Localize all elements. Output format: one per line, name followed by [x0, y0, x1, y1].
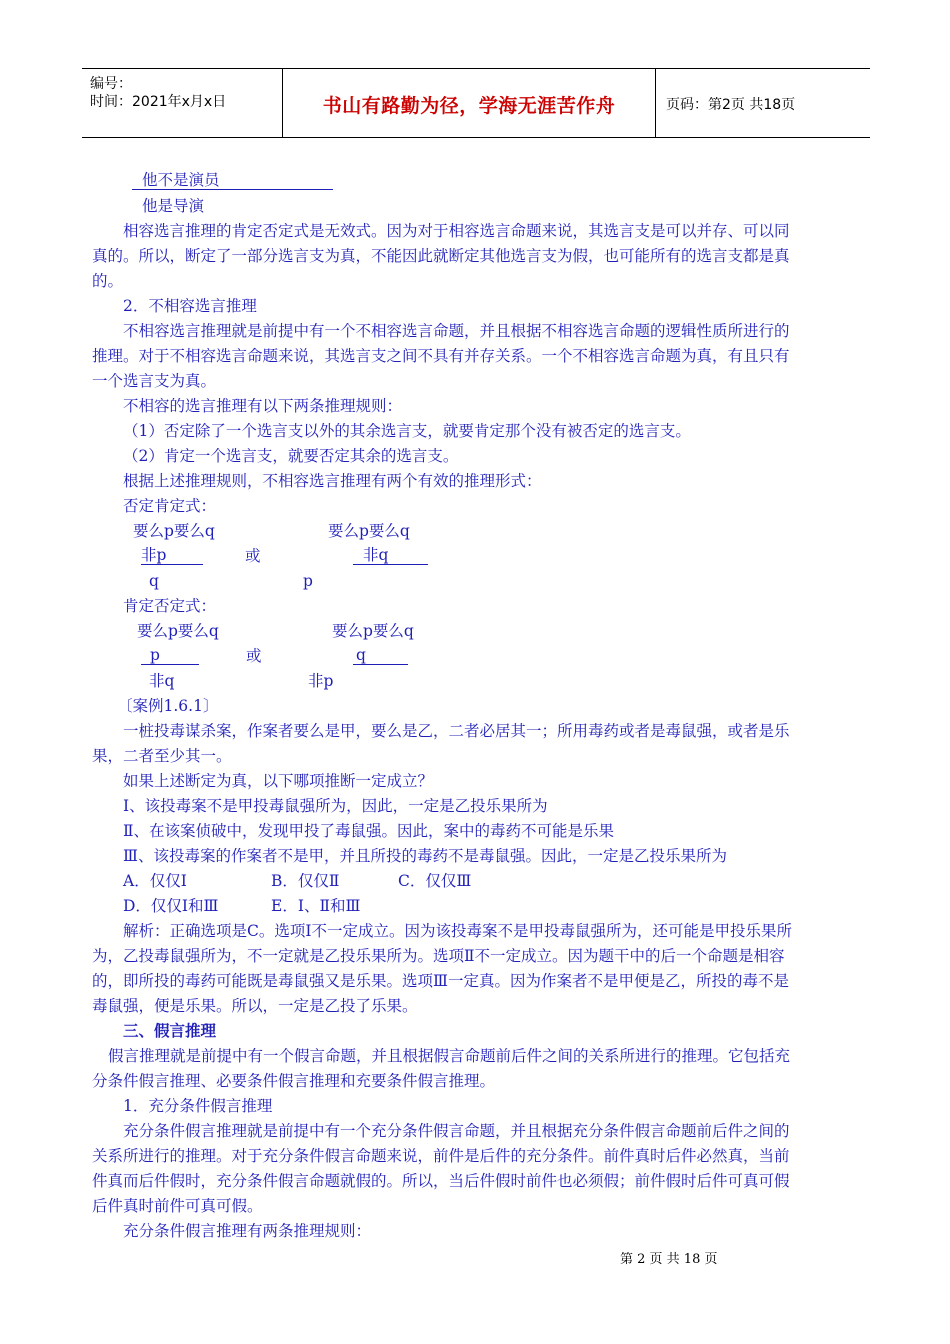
header-motto-cell [283, 69, 656, 137]
formula-minor-premise-text: q [356, 646, 366, 664]
formula-minor-premise: 非p [141, 546, 203, 565]
section-heading-bold: 三、假言推理 [123, 1021, 217, 1040]
case-label: 〔案例1.6.1〕 [117, 697, 219, 715]
conclusion-line: 他是导演 [142, 197, 205, 215]
premise-text: 他不是演员 [142, 171, 220, 189]
header-page-cell [656, 69, 870, 137]
question-line: 如果上述断定为真，以下哪项推断一定成立？ [123, 772, 434, 790]
paragraph-line: 关系所进行的推理。对于充分条件假言命题来说，前件是后件的充分条件。前件真时后件必然真，当前 [92, 1147, 790, 1165]
formula-conclusion: p [303, 572, 313, 590]
formula-minor-premise [353, 646, 408, 665]
option-e: E．Ⅰ、Ⅱ和Ⅲ [271, 897, 361, 915]
formula-minor-premise [141, 646, 199, 665]
time-label: 时间：2021年x月x日 [90, 94, 227, 110]
paragraph-line: 一个选言支为真。 [92, 372, 217, 390]
paragraph-line: 果，二者至少其一。 [92, 747, 232, 765]
paragraph-line: 相容选言推理的肯定否定式是无效式。因为对于相容选言命题来说，其选言支是可以并存、可以同 [123, 222, 790, 240]
option-b: B．仅仅Ⅱ [271, 872, 340, 890]
analysis-line: 解析：正确选项是C。选项Ⅰ不一定成立。因为该投毒案不是甲投毒鼠强所为，还可能是甲投乐果所 [123, 922, 792, 940]
premise-line [132, 171, 333, 190]
statement-line: Ⅱ、在该案侦破中，发现甲投了毒鼠强。因此，案中的毒药不可能是乐果 [123, 822, 615, 840]
paragraph-line: 的。 [92, 272, 124, 290]
option-d: D．仅仅Ⅰ和Ⅲ [123, 897, 219, 915]
paragraph-line: 充分条件假言推理有两条推理规则： [123, 1222, 372, 1240]
paragraph-line: 分条件假言推理、必要条件假言推理和充要条件假言推理。 [92, 1072, 496, 1090]
form-heading: 否定肯定式： [123, 497, 217, 515]
formula-premise: 要么p要么q [137, 622, 219, 640]
paragraph-line: 一桩投毒谋杀案，作案者要么是甲，要么是乙，二者必居其一；所用毒药或者是毒鼠强，或者是乐 [123, 722, 790, 740]
formula-premise: 要么p要么q [332, 622, 414, 640]
formula-conclusion: 非p [308, 672, 334, 690]
statement-line: Ⅰ、该投毒案不是甲投毒鼠强所为，因此，一定是乙投乐果所为 [123, 797, 548, 815]
paragraph-line: 不相容选言推理就是前提中有一个不相容选言命题，并且根据不相容选言命题的逻辑性质所进行的 [123, 322, 790, 340]
code-label: 编号： [90, 76, 132, 92]
paragraph-line: 充分条件假言推理就是前提中有一个充分条件假言命题，并且根据充分条件假言命题前后件之间的 [123, 1122, 790, 1140]
paragraph-line: 假言推理就是前提中有一个假言命题，并且根据假言命题前后件之间的关系所进行的推理。它包括充 [108, 1047, 791, 1065]
formula-minor-premise-text: 非q [363, 546, 389, 564]
option-c: C．仅仅Ⅲ [398, 872, 472, 890]
header-info-cell [82, 69, 283, 137]
paragraph-line: 根据上述推理规则，不相容选言推理有两个有效的推理形式： [123, 472, 542, 490]
rule-line: （2）肯定一个选言支，就要否定其余的选言支。 [123, 447, 459, 465]
formula-conclusion: q [149, 572, 159, 590]
paragraph-line: 真的。所以，断定了一部分选言支为真，不能因此就断定其他选言支为假，也可能所有的选言支都是真 [92, 247, 790, 265]
paragraph-line: 后件真时前件可真可假。 [92, 1197, 263, 1215]
paragraph-line: 不相容的选言推理有以下两条推理规则： [123, 397, 403, 415]
formula-premise: 要么p要么q [328, 522, 410, 540]
analysis-line: 为，乙投毒鼠强所为，不一定就是乙投乐果所为。选项Ⅱ不一定成立。因为题干中的后一个命题是相容 [92, 947, 785, 965]
form-heading: 肯定否定式： [123, 597, 217, 615]
page-header [82, 68, 870, 138]
statement-line: Ⅲ、该投毒案的作案者不是甲，并且所投的毒药不是毒鼠强。因此，一定是乙投乐果所为 [123, 847, 727, 865]
analysis-line: 毒鼠强，便是乐果。所以，一定是乙投了乐果。 [92, 997, 418, 1015]
formula-minor-premise [353, 546, 428, 565]
or-label: 或 [246, 647, 262, 665]
paragraph-line: 推理。对于不相容选言命题来说，其选言支之间不具有并存关系。一个不相容选言命题为真，有且只有 [92, 347, 790, 365]
section-heading: 2．不相容选言推理 [123, 297, 257, 315]
subsection-heading: 1．充分条件假言推理 [123, 1097, 273, 1115]
or-label: 或 [245, 547, 261, 565]
page-footer: 第 2 页 共 18 页 [620, 1252, 718, 1267]
paragraph-line: 件真而后件假时，充分条件假言命题就假的。所以，当后件假时前件也必须假；前件假时后件可真可假 [92, 1172, 790, 1190]
option-a: A．仅仅Ⅰ [123, 872, 187, 890]
rule-line: （1）否定除了一个选言支以外的其余选言支，就要肯定那个没有被否定的选言支。 [123, 422, 691, 440]
formula-minor-premise-text: p [150, 646, 160, 664]
motto: 书山有路勤为径，学海无涯苦作舟 [322, 95, 616, 117]
page-number-label: 页码：第2页 共18页 [666, 97, 796, 113]
formula-premise: 要么p要么q [133, 522, 215, 540]
analysis-line: 的，即所投的毒药可能既是毒鼠强又是乐果。选项Ⅲ一定真。因为作案者不是甲便是乙，所投的毒不是 [92, 972, 789, 990]
formula-conclusion: 非q [149, 672, 175, 690]
